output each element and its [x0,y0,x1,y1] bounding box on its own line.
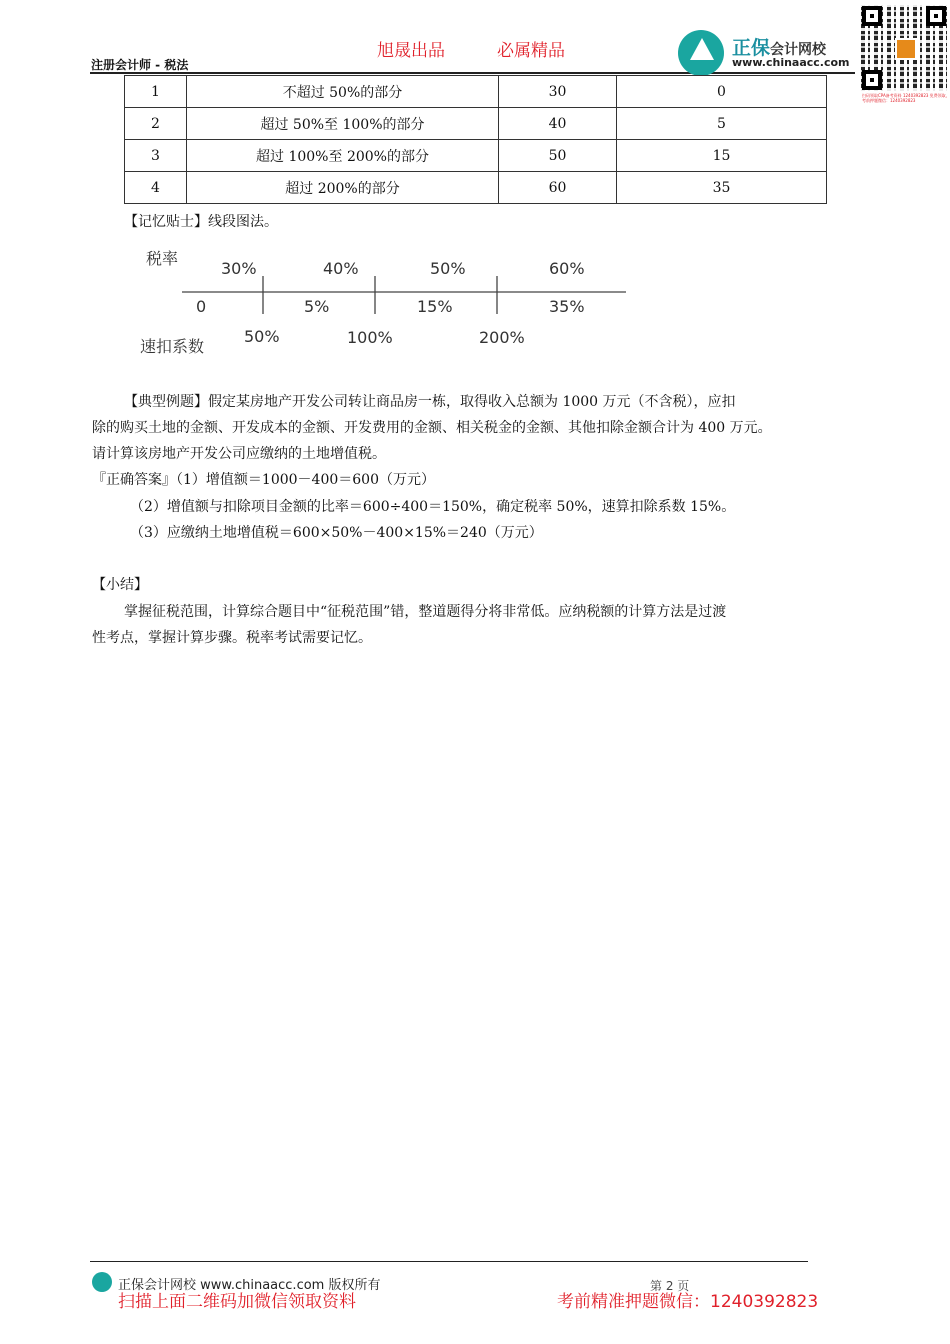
example-line-1: 【典型例题】假定某房地产开发公司转让商品房一栋，取得收入总额为 1000 万元（不含税），应扣 [124,394,736,410]
logo-url: www.chinaacc.com [732,56,850,69]
memo-title: 【记忆贴士】线段图法。 [124,214,278,230]
table-cell-coef: 0 [617,76,827,108]
table-row [125,108,827,140]
qr-finder-icon [862,70,882,90]
table-cell-no: 4 [125,172,187,204]
qr-finder-icon [862,6,882,26]
footer-promo-left: 扫描上面二维码加微信领取资料 [118,1292,356,1312]
table-cell-rate: 50 [499,140,617,172]
summary-line-2: 性考点，掌握计算步骤。税率考试需要记忆。 [92,630,372,646]
table-row [125,76,827,108]
slogan-left: 旭晟出品 [377,41,445,61]
diagram-breakpoint-1: 50% [244,327,280,346]
table-cell-range: 不超过 50%的部分 [187,76,499,108]
table-cell-coef: 5 [617,108,827,140]
table-cell-range: 超过 100%至 200%的部分 [187,140,499,172]
diagram-rate-4: 60% [549,259,585,278]
diagram-coef-4: 35% [549,297,585,316]
table-row [125,172,827,204]
answer-line-1: 『正确答案』（1）增值额＝1000－400＝600（万元） [92,472,435,488]
summary-title: 【小结】 [92,577,148,593]
answer-line-2: （2）增值额与扣除项目金额的比率＝600÷400＝150%，确定税率 50%，速算扣除系数 15%。 [130,499,736,515]
qr-center-logo-icon [895,38,917,60]
diagram-coef-3: 15% [417,297,453,316]
table-cell-coef: 35 [617,172,827,204]
summary-line-1: 掌握征税范围，计算综合题目中“征税范围”错，整道题得分将非常低。应纳税额的计算方法是过渡 [124,604,727,620]
diagram-coef-label: 速扣系数 [140,337,205,356]
table-cell-rate: 60 [499,172,617,204]
logo-mark-icon [690,38,714,60]
table-row [125,140,827,172]
table-cell-rate: 40 [499,108,617,140]
diagram-rate-3: 50% [430,259,466,278]
example-line-2: 除的购买土地的金额、开发成本的金额、开发费用的金额、相关税金的金额、其他扣除金额合计为 400 万元。 [92,420,772,436]
table-cell-no: 3 [125,140,187,172]
subject-title: 注册会计师 - 税法 [91,58,189,72]
diagram-rate-2: 40% [323,259,359,278]
diagram-coef-1: 0 [196,297,207,316]
table-cell-range: 超过 50%至 100%的部分 [187,108,499,140]
table-cell-no: 2 [125,108,187,140]
footer-divider [90,1261,808,1262]
footer-promo-right: 考前精准押题微信：1240392823 [557,1292,819,1312]
qr-finder-icon [926,6,946,26]
footer-page-number: 第 2 页 [650,1279,690,1293]
table-cell-no: 1 [125,76,187,108]
slogan-right: 必属精品 [497,41,565,61]
diagram-breakpoint-2: 100% [347,328,393,347]
footer-logo-icon [92,1272,112,1292]
table-cell-coef: 15 [617,140,827,172]
diagram-breakpoint-3: 200% [479,328,525,347]
footer-copyright: 正保会计网校 www.chinaacc.com 版权所有 [118,1278,381,1293]
logo-name: 正保会计网校 [732,37,827,59]
rate-table [124,75,827,204]
diagram-rate-1: 30% [221,259,257,278]
answer-line-3: （3）应缴纳土地增值税＝600×50%－400×15%＝240（万元） [130,525,543,541]
table-cell-rate: 30 [499,76,617,108]
diagram-coef-2: 5% [304,297,330,316]
diagram-rate-label: 税率 [146,249,179,268]
qr-note: 扫码领取CPA备考资料 1240392823 免费领取，考前押题微信：1240392823 [862,93,950,103]
example-line-3: 请计算该房地产开发公司应缴纳的土地增值税。 [92,446,386,462]
header-divider [90,72,855,74]
table-cell-range: 超过 200%的部分 [187,172,499,204]
